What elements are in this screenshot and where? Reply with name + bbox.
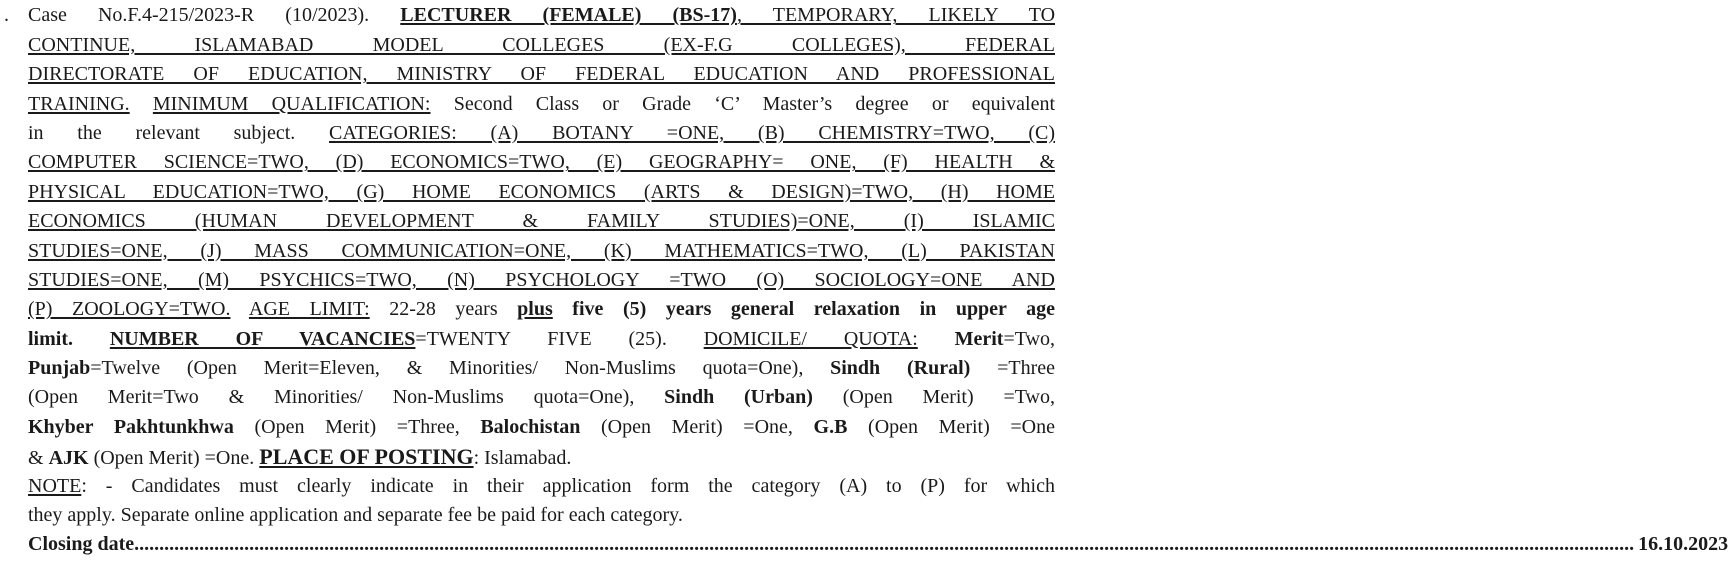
text-segment: Khyber Pakhtunkhwa (28, 415, 234, 438)
text-line (28, 237, 1055, 266)
text-segment: : Islamabad. (473, 447, 572, 470)
text-segment: PHYSICAL EDUCATION=TWO, (G) HOME ECONOMICS (ARTS & DESIGN)=TWO, (H) HOME (28, 180, 1055, 203)
text-line (28, 383, 1055, 412)
text-line (28, 413, 1055, 442)
text-segment: (Open Merit=Two & Minorities/ Non-Muslims quota=One), (28, 386, 665, 409)
closing-date-value (1634, 0, 1728, 1)
text-segment: (Open Merit) =One. (88, 447, 260, 470)
text-segment: =Three (970, 357, 1055, 380)
text-segment: CATEGORIES: (A) BOTANY =ONE, (B) CHEMISTRY=TWO, (C) (329, 121, 1056, 144)
text-segment: they apply. Separate online application and separate fee be paid for each category. (28, 504, 683, 527)
text-segment: plus (517, 298, 553, 321)
text-segment: five (5) years general relaxation in upper age (552, 298, 1056, 321)
text-segment: G.B (813, 415, 848, 438)
text-segment: DIRECTORATE OF EDUCATION, MINISTRY OF FEDERAL EDUCATION AND PROFESSIONAL (28, 63, 1055, 86)
text-segment: (Open Merit) =One, (580, 415, 814, 438)
text-line (28, 119, 1055, 148)
text-segment: Sindh (Urban) (664, 386, 813, 409)
text-segment: in the relevant subject. (28, 121, 330, 144)
text-segment: AJK (48, 447, 89, 470)
text-segment (230, 298, 248, 320)
text-segment: Merit (954, 327, 1004, 350)
text-segment: Punjab (28, 357, 91, 380)
text-line (28, 266, 1055, 295)
text-line (28, 90, 1055, 119)
text-line (4, 1, 1056, 30)
text-segment: (Open Merit) =One (847, 415, 1055, 438)
text-segment: limit. (28, 327, 110, 350)
text-segment: NOTE (28, 474, 82, 497)
text-line (28, 354, 1055, 383)
text-segment: Balochistan (480, 415, 581, 438)
text-line (28, 472, 1055, 501)
text-segment: , TEMPORARY, LIKELY TO (736, 4, 1056, 27)
text-line (28, 442, 1055, 471)
text-line (28, 178, 1055, 207)
text-segment: CONTINUE, ISLAMABAD MODEL COLLEGES (EX-F.G COLLEGES), FEDERAL (28, 33, 1055, 56)
text-segment: AGE LIMIT: (248, 298, 370, 321)
text-line (28, 501, 1055, 530)
text-segment: STUDIES=ONE, (J) MASS COMMUNICATION=ONE, (K) MATHEMATICS=TWO, (L) PAKISTAN (28, 239, 1055, 262)
text-segment: Second Class or Grade ‘C’ Master’s degree or equivalent (430, 92, 1056, 115)
text-segment: (Open Merit) =Two, (812, 386, 1056, 409)
job-advertisement-text (4, 0, 1728, 560)
text-segment: 22-28 years (369, 298, 518, 321)
text-segment: =Two, (1003, 327, 1056, 350)
text-segment: (Open Merit) =Three, (233, 415, 481, 438)
text-segment: Sindh (Rural) (830, 357, 971, 380)
list-marker: . (4, 4, 9, 27)
text-segment: COMPUTER SCIENCE=TWO, (D) ECONOMICS=TWO, (E) GEOGRAPHY= ONE, (F) HEALTH & (28, 151, 1055, 174)
closing-date-line (28, 530, 1728, 559)
text-line (28, 207, 1055, 236)
text-segment: : - Candidates must clearly indicate in their application form the category (A) to (P) for which (81, 474, 1055, 497)
text-segment: MINIMUM QUALIFICATION: (152, 92, 431, 115)
text-segment: Case No.F.4-215/2023-R (10/2023). (28, 4, 401, 27)
text-segment (918, 328, 955, 350)
text-segment: =TWENTY FIVE (25). (415, 327, 704, 350)
text-line (28, 295, 1055, 324)
text-line (28, 31, 1055, 60)
text-line (28, 148, 1055, 177)
closing-date-label: Closing date (28, 533, 135, 556)
text-segment: NUMBER OF VACANCIES (109, 327, 416, 350)
dot-leader: ............................................................................................................................................................................................................................................................................................................ (134, 533, 1635, 556)
text-segment: STUDIES=ONE, (M) PSYCHICS=TWO, (N) PSYCHOLOGY =TWO (O) SOCIOLOGY=ONE AND (28, 268, 1055, 291)
text-segment: (P) ZOOLOGY=TWO. (28, 298, 231, 321)
text-segment: =Twelve (Open Merit=Eleven, & Minorities/ Non-Muslims quota=One), (90, 357, 831, 380)
text-segment: LECTURER (FEMALE) (BS-17) (400, 4, 737, 27)
text-segment: DOMICILE/ QUOTA: (703, 327, 918, 350)
text-segment: TRAINING. (28, 92, 130, 115)
text-line (28, 60, 1055, 89)
text-line (28, 325, 1055, 354)
text-segment: & (28, 447, 49, 470)
closing-date-value: 16.10.2023 (1638, 533, 1728, 556)
text-segment (130, 93, 153, 115)
text-segment: PLACE OF POSTING (259, 444, 474, 470)
text-segment: ECONOMICS (HUMAN DEVELOPMENT & FAMILY STUDIES)=ONE, (I) ISLAMIC (28, 210, 1055, 233)
